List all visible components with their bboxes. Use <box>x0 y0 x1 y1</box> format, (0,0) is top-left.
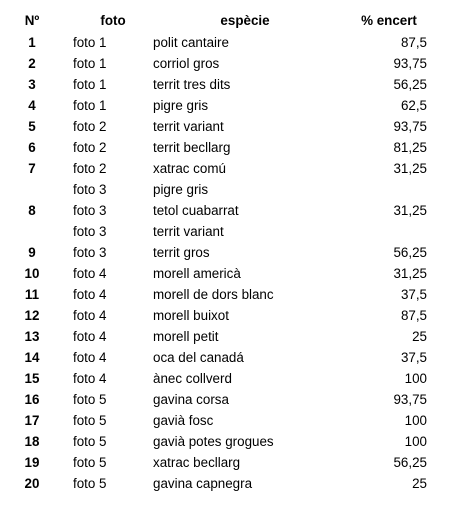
row-photo: foto 1 <box>73 98 107 113</box>
table-row <box>0 452 454 473</box>
row-species: territ variant <box>153 119 224 134</box>
row-percent-correct: 56,25 <box>393 245 427 260</box>
table-row <box>0 326 454 347</box>
row-species: gavina corsa <box>153 392 229 407</box>
row-species: morell americà <box>153 266 241 281</box>
header-number: Nº <box>24 13 40 28</box>
table-header-row <box>0 10 454 31</box>
row-species: gavià fosc <box>153 413 214 428</box>
table-row <box>0 410 454 431</box>
header-species: espècie <box>220 13 270 28</box>
row-species: gavià potes grogues <box>153 434 274 449</box>
row-photo: foto 4 <box>73 308 107 323</box>
row-species: xatrac becllarg <box>153 455 241 470</box>
row-photo: foto 4 <box>73 287 107 302</box>
row-species: territ gros <box>153 245 210 260</box>
row-percent-correct: 62,5 <box>400 98 427 113</box>
row-percent-correct: 100 <box>404 371 427 386</box>
row-photo: foto 1 <box>73 35 107 50</box>
table-row <box>0 95 454 116</box>
header-photo: foto <box>100 13 126 28</box>
row-photo: foto 2 <box>73 119 107 134</box>
row-percent-correct: 87,5 <box>400 308 427 323</box>
row-number: 8 <box>28 203 36 218</box>
row-photo: foto 5 <box>73 455 107 470</box>
table-row <box>0 116 454 137</box>
row-percent-correct: 25 <box>412 476 427 491</box>
row-number: 19 <box>24 455 40 470</box>
table-row <box>0 347 454 368</box>
row-species: tetol cuabarrat <box>153 203 239 218</box>
table-row <box>0 242 454 263</box>
table-row <box>0 284 454 305</box>
row-photo: foto 5 <box>73 476 107 491</box>
row-number: 1 <box>28 35 36 50</box>
row-species: oca del canadá <box>153 350 244 365</box>
row-photo: foto 2 <box>73 161 107 176</box>
row-photo: foto 1 <box>73 77 107 92</box>
row-percent-correct: 37,5 <box>400 350 427 365</box>
row-number: 2 <box>28 56 36 71</box>
row-percent-correct: 31,25 <box>393 266 427 281</box>
row-photo: foto 4 <box>73 350 107 365</box>
row-photo: foto 5 <box>73 434 107 449</box>
row-number: 20 <box>24 476 40 491</box>
table-row <box>0 200 454 221</box>
row-species: gavina capnegra <box>153 476 253 491</box>
table-row <box>0 473 454 494</box>
row-species: xatrac comú <box>153 161 226 176</box>
row-number: 5 <box>28 119 36 134</box>
row-number: 11 <box>24 287 40 302</box>
row-percent-correct: 93,75 <box>393 392 427 407</box>
row-percent-correct: 100 <box>404 413 427 428</box>
row-photo: foto 3 <box>73 245 107 260</box>
table-row <box>0 137 454 158</box>
table-row <box>0 32 454 53</box>
row-species: pigre gris <box>153 98 209 113</box>
row-species: polit cantaire <box>153 35 229 50</box>
row-number: 9 <box>28 245 36 260</box>
row-percent-correct: 87,5 <box>400 35 427 50</box>
row-photo: foto 5 <box>73 392 107 407</box>
row-species: morell de dors blanc <box>153 287 274 302</box>
row-photo: foto 5 <box>73 413 107 428</box>
row-photo: foto 4 <box>73 371 107 386</box>
row-species: territ becllarg <box>153 140 231 155</box>
row-percent-correct: 25 <box>412 329 427 344</box>
row-number: 6 <box>28 140 36 155</box>
row-percent-correct: 56,25 <box>393 455 427 470</box>
row-percent-correct: 100 <box>404 434 427 449</box>
table-row <box>0 53 454 74</box>
row-photo: foto 3 <box>73 203 107 218</box>
row-number: 17 <box>24 413 40 428</box>
row-number: 15 <box>24 371 40 386</box>
row-percent-correct: 93,75 <box>393 119 427 134</box>
row-photo: foto 4 <box>73 266 107 281</box>
table-row <box>0 263 454 284</box>
row-photo: foto 2 <box>73 140 107 155</box>
row-photo: foto 3 <box>73 182 107 197</box>
header-percent-correct: % encert <box>361 13 417 28</box>
row-percent-correct: 31,25 <box>393 161 427 176</box>
row-percent-correct: 56,25 <box>393 77 427 92</box>
row-number: 16 <box>24 392 40 407</box>
row-number: 18 <box>24 434 40 449</box>
row-photo: foto 3 <box>73 224 107 239</box>
row-number: 13 <box>24 329 40 344</box>
table-row <box>0 389 454 410</box>
row-photo: foto 4 <box>73 329 107 344</box>
row-percent-correct: 81,25 <box>393 140 427 155</box>
row-species: corriol gros <box>153 56 220 71</box>
table-row <box>0 368 454 389</box>
table-row <box>0 431 454 452</box>
row-species: pigre gris <box>153 182 209 197</box>
row-species: ànec collverd <box>153 371 232 386</box>
table-row <box>0 305 454 326</box>
row-percent-correct: 93,75 <box>393 56 427 71</box>
row-species: morell buixot <box>153 308 229 323</box>
row-species: morell petit <box>153 329 219 344</box>
row-number: 3 <box>28 77 36 92</box>
row-species: territ tres dits <box>153 77 231 92</box>
row-species: territ variant <box>153 224 224 239</box>
row-number: 4 <box>28 98 36 113</box>
row-percent-correct: 37,5 <box>400 287 427 302</box>
row-photo: foto 1 <box>73 56 107 71</box>
table-row <box>0 179 454 200</box>
table-row <box>0 221 454 242</box>
row-percent-correct: 31,25 <box>393 203 427 218</box>
row-number: 7 <box>28 161 36 176</box>
table-row <box>0 158 454 179</box>
row-number: 12 <box>24 308 40 323</box>
row-number: 10 <box>24 266 40 281</box>
table-row <box>0 74 454 95</box>
row-number: 14 <box>24 350 40 365</box>
